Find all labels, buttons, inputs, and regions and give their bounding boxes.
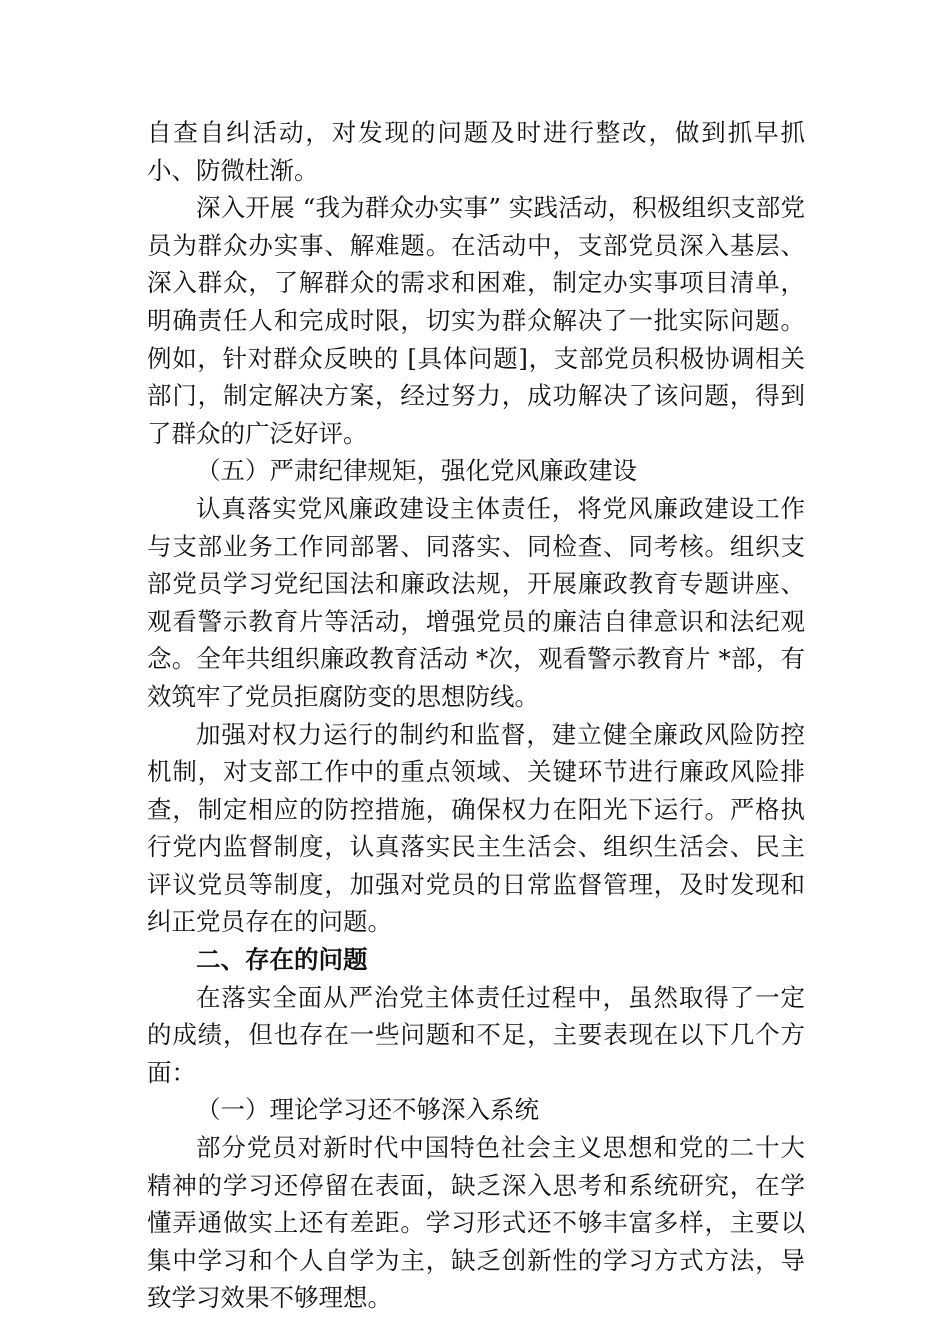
- subheading-theory-study: （一）理论学习还不够深入系统: [196, 1095, 539, 1125]
- paragraph-power-supervision: 加强对权力运行的制约和监督，建立健全廉政风险防控机制，对支部工作中的重点领域、关键环节进行廉政风险排查，制定相应的防控措施，确保权力在阳光下运行。严格执行党内监督制度，认真落实民主生活会、组织生活会、民主评议党员等制度，加强对党员的日常监督管理，及时发现和纠正党员存在的问题。: [147, 719, 805, 937]
- paragraph-integrity-responsibility: 认真落实党风廉政建设主体责任，将党风廉政建设工作与支部业务工作同部署、同落实、同检查、同考核。组织支部党员学习党纪国法和廉政法规，开展廉政教育专题讲座、观看警示教育片等活动，增强党员的廉洁自律意识和法纪观念。全年共组织廉政教育活动 *次，观看警示教育片 *部，有效筑牢了党员拒腐防变的思想防线。: [147, 493, 805, 711]
- paragraph-problems-intro: 在落实全面从严治党主体责任过程中，虽然取得了一定的成绩，但也存在一些问题和不足，主要表现在以下几个方面：: [147, 982, 805, 1087]
- paragraph-continued: 自查自纠活动，对发现的问题及时进行整改，做到抓早抓小、防微杜渐。: [147, 118, 805, 185]
- document-page: [147, 114, 805, 1317]
- paragraph-theory-study: 部分党员对新时代中国特色社会主义思想和党的二十大精神的学习还停留在表面，缺乏深入思考和系统研究，在学懂弄通做实上还有差距。学习形式还不够丰富多样，主要以集中学习和个人自学为主，缺乏创新性的学习方式方法，导致学习效果不够理想。: [147, 1133, 805, 1313]
- section-heading-problems: 二、存在的问题: [196, 945, 368, 975]
- paragraph-service-activity: 深入开展 “我为群众办实事” 实践活动，积极组织支部党员为群众办实事、解难题。在活动中，支部党员深入基层、深入群众，了解群众的需求和困难，制定办实事项目清单，明确责任人和完成时限，切实为群众解决了一批实际问题。例如，针对群众反映的 [具体问题]，支部党员积极协调相关部门，制定解决方案，经过努力，成功解决了该问题，得到了群众的广泛好评。: [147, 193, 805, 448]
- subheading-discipline: （五）严肃纪律规矩，强化党风廉政建设: [196, 456, 637, 486]
